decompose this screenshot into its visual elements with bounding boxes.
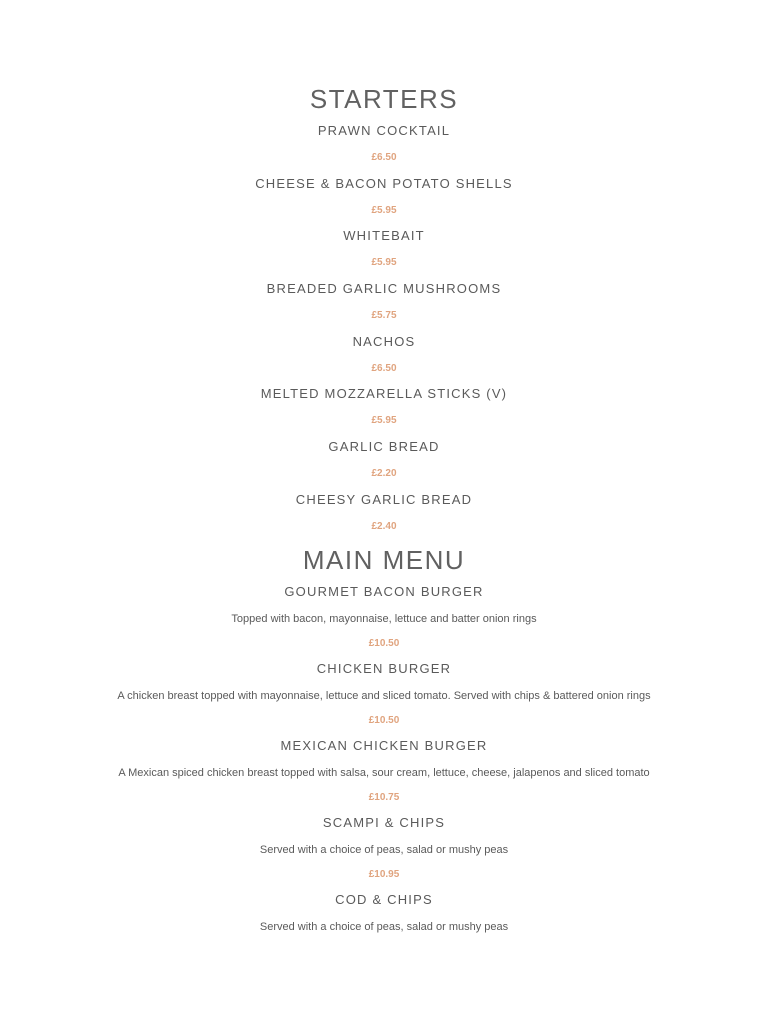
item-name: GOURMET BACON BURGER: [284, 584, 484, 599]
item-name: BREADED GARLIC MUSHROOMS: [266, 281, 502, 296]
item-name: MEXICAN CHICKEN BURGER: [280, 738, 488, 753]
item-name: MELTED MOZZARELLA STICKS (V): [260, 386, 508, 401]
item-description: Served with a choice of peas, salad or mushy peas: [259, 844, 509, 856]
item-name: CHICKEN BURGER: [316, 661, 452, 676]
item-name: NACHOS: [352, 334, 416, 349]
item-name: CHEESY GARLIC BREAD: [295, 492, 473, 507]
item-price: £6.50: [371, 152, 397, 163]
starter-item: [0, 281, 768, 322]
item-price: £5.95: [371, 257, 397, 268]
main-item: [0, 892, 768, 934]
item-price: £10.75: [368, 792, 400, 803]
main-item: [0, 738, 768, 804]
item-price: £6.50: [371, 363, 397, 374]
main-menu-title: MAIN MENU: [302, 545, 466, 575]
item-name: CHEESE & BACON POTATO SHELLS: [255, 176, 513, 191]
main-menu-section: [0, 545, 768, 934]
item-name: WHITEBAIT: [343, 228, 425, 243]
starters-title: STARTERS: [309, 84, 459, 114]
starter-item: [0, 439, 768, 480]
starter-item: [0, 386, 768, 427]
starter-item: [0, 228, 768, 269]
item-name: COD & CHIPS: [335, 892, 433, 907]
starter-item: [0, 334, 768, 375]
item-price: £5.95: [371, 205, 397, 216]
item-price: £10.50: [368, 715, 400, 726]
main-item: [0, 661, 768, 727]
item-description: Topped with bacon, mayonnaise, lettuce and batter onion rings: [231, 613, 537, 625]
item-price: £2.20: [371, 468, 397, 479]
item-price: £5.75: [371, 310, 397, 321]
item-price: £5.95: [371, 415, 397, 426]
item-name: GARLIC BREAD: [328, 439, 440, 454]
item-price: £10.95: [368, 869, 400, 880]
main-item: [0, 584, 768, 650]
starters-section: [0, 84, 768, 533]
starter-item: [0, 176, 768, 217]
item-description: A Mexican spiced chicken breast topped with salsa, sour cream, lettuce, cheese, jalapenos and sliced tomato: [118, 767, 650, 779]
main-item: [0, 815, 768, 881]
item-name: SCAMPI & CHIPS: [322, 815, 446, 830]
item-name: PRAWN COCKTAIL: [317, 123, 451, 138]
starter-item: [0, 492, 768, 533]
item-description: A chicken breast topped with mayonnaise, lettuce and sliced tomato. Served with chips & battered onion rings: [117, 690, 651, 702]
starter-item: [0, 123, 768, 164]
item-price: £2.40: [371, 521, 397, 532]
item-description: Served with a choice of peas, salad or mushy peas: [259, 921, 509, 933]
item-price: £10.50: [368, 638, 400, 649]
